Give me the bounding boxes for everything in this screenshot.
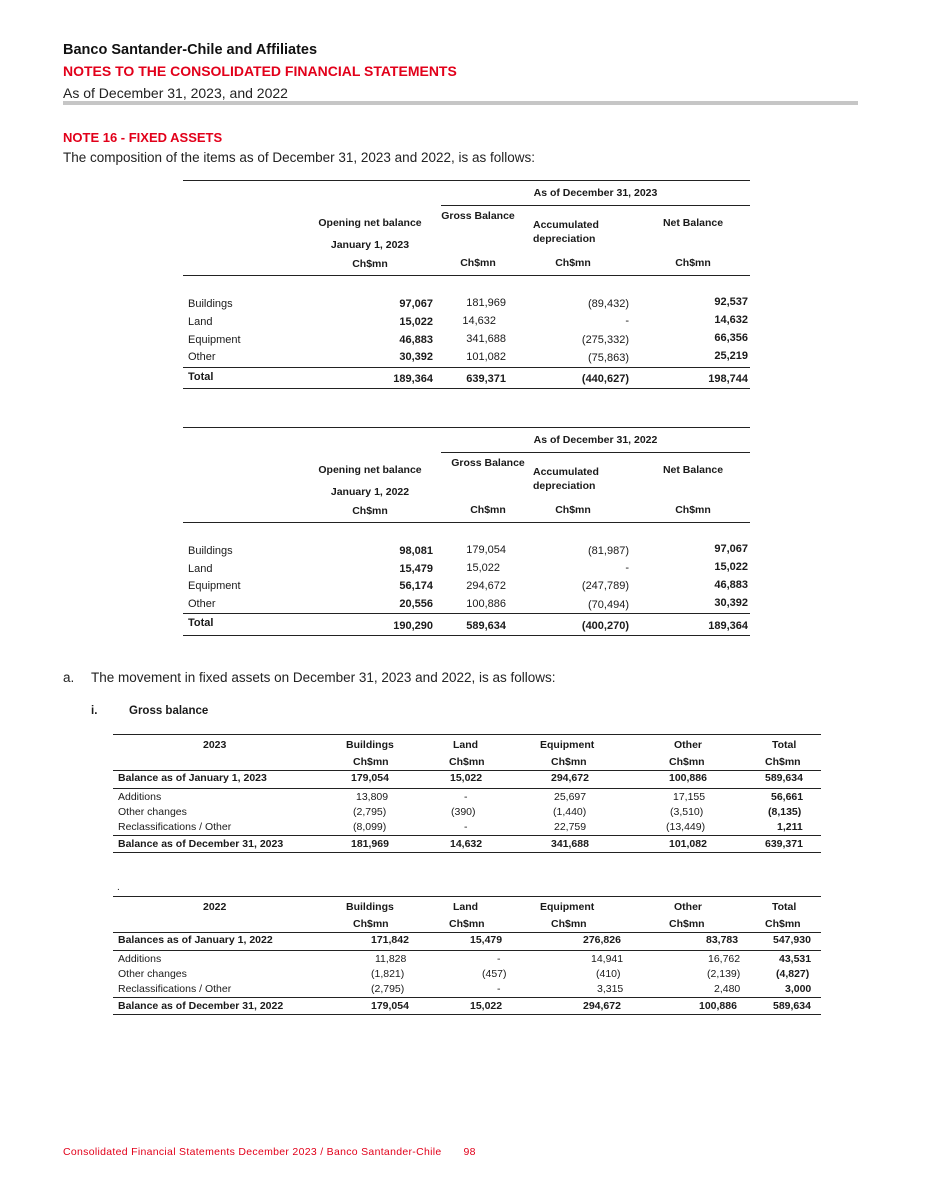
subtotal-rule xyxy=(183,613,750,614)
table-top-rule xyxy=(183,427,750,428)
net-value: 46,883 xyxy=(714,579,748,591)
buildings-value: (2,795) xyxy=(371,983,405,995)
row-label: Reclassifications / Other xyxy=(118,821,232,833)
unit-equipment: Ch$mn xyxy=(551,756,587,768)
other-value: 2,480 xyxy=(714,983,741,995)
other-value: 100,886 xyxy=(699,1000,737,1012)
subtotal-rule xyxy=(183,367,750,368)
header-rule xyxy=(113,932,821,933)
buildings-value: 179,054 xyxy=(371,1000,409,1012)
col-gross-unit: Ch$mn xyxy=(470,504,506,516)
period-header: As of December 31, 2022 xyxy=(533,434,658,446)
accum-value: (247,789) xyxy=(581,580,629,592)
period-rule xyxy=(441,452,750,453)
net-value: 92,537 xyxy=(714,296,748,308)
row-label: Buildings xyxy=(188,545,233,557)
opening-value: 20,556 xyxy=(399,598,433,610)
movement-table-2022 xyxy=(113,896,821,1016)
opening-value: 98,081 xyxy=(399,545,433,557)
row-label: Land xyxy=(188,316,213,328)
total-value: 3,000 xyxy=(785,983,812,995)
land-value: (457) xyxy=(482,968,507,980)
row-label: Buildings xyxy=(188,298,233,310)
gross-value: 14,632 xyxy=(462,315,496,327)
total-value: (4,827) xyxy=(776,968,810,980)
other-value: 17,155 xyxy=(673,791,706,803)
col-net-unit: Ch$mn xyxy=(675,504,711,516)
accum-value: (70,494) xyxy=(588,599,629,611)
col-accum-unit: Ch$mn xyxy=(555,504,591,516)
total-value: 547,930 xyxy=(773,934,811,946)
other-value: 100,886 xyxy=(669,772,707,784)
table-top-rule xyxy=(113,896,821,897)
col-land: Land xyxy=(453,739,479,751)
closing-row xyxy=(113,838,821,853)
other-value: 101,082 xyxy=(669,838,707,850)
buildings-value: (8,099) xyxy=(353,821,387,833)
as-of-date: As of December 31, 2023, and 2022 xyxy=(63,85,288,101)
table-row xyxy=(113,968,821,983)
unit-land: Ch$mn xyxy=(449,918,485,930)
land-value: - xyxy=(464,791,468,803)
col-opening-unit: Ch$mn xyxy=(352,505,388,517)
total-accum: (440,627) xyxy=(581,373,629,385)
net-value: 15,022 xyxy=(714,561,748,573)
gross-value: 341,688 xyxy=(466,333,506,345)
equipment-value: (410) xyxy=(596,968,621,980)
table-bottom-rule xyxy=(113,852,821,853)
unit-buildings: Ch$mn xyxy=(353,756,389,768)
gross-value: 101,082 xyxy=(466,351,506,363)
land-value: 15,022 xyxy=(470,1000,503,1012)
col-opening-unit: Ch$mn xyxy=(352,258,388,270)
page-footer xyxy=(63,1146,476,1158)
unit-buildings: Ch$mn xyxy=(353,918,389,930)
table-bottom-rule xyxy=(183,635,750,636)
row-label: Balance as of December 31, 2022 xyxy=(118,1000,284,1012)
land-value: (390) xyxy=(451,806,476,818)
equipment-value: 341,688 xyxy=(551,838,589,850)
section-i xyxy=(91,705,208,717)
total-value: 589,634 xyxy=(765,772,803,784)
net-value: 25,219 xyxy=(714,350,748,362)
equipment-value: 294,672 xyxy=(583,1000,621,1012)
unit-other: Ch$mn xyxy=(669,918,705,930)
fixed-assets-table-2023 xyxy=(183,180,750,390)
total-value: (8,135) xyxy=(768,806,802,818)
accum-value: - xyxy=(625,315,629,327)
total-value: 1,211 xyxy=(777,821,803,833)
unit-row xyxy=(113,918,821,933)
year-header: 2022 xyxy=(203,901,227,913)
gross-value: 181,969 xyxy=(466,297,506,309)
period-header: As of December 31, 2023 xyxy=(533,187,658,199)
accum-value: (275,332) xyxy=(581,334,629,346)
col-opening: Opening net balance xyxy=(318,464,422,476)
opening-value: 15,022 xyxy=(399,316,433,328)
buildings-value: 13,809 xyxy=(356,791,389,803)
row-label: Equipment xyxy=(188,580,241,592)
col-land: Land xyxy=(453,901,479,913)
header-bottom-rule xyxy=(183,275,750,276)
row-label: Other changes xyxy=(118,968,187,980)
land-value: - xyxy=(464,821,468,833)
table-top-rule xyxy=(183,180,750,181)
other-value: 16,762 xyxy=(708,953,741,965)
land-value: 15,022 xyxy=(450,772,483,784)
table-row xyxy=(113,806,821,821)
total-gross: 639,371 xyxy=(466,373,506,385)
opening-value: 15,479 xyxy=(399,563,433,575)
row-label: Reclassifications / Other xyxy=(118,983,232,995)
total-label: Total xyxy=(188,617,214,629)
buildings-value: 181,969 xyxy=(351,838,389,850)
total-label: Total xyxy=(188,371,214,383)
col-opening-date: January 1, 2022 xyxy=(330,486,410,498)
total-value: 43,531 xyxy=(779,953,812,965)
gross-value: 294,672 xyxy=(466,580,506,592)
page-number: 98 xyxy=(463,1146,476,1158)
col-equipment: Equipment xyxy=(540,739,595,751)
accum-value: - xyxy=(625,562,629,574)
buildings-value: (2,795) xyxy=(353,806,387,818)
col-other: Other xyxy=(674,901,703,913)
equipment-value: 25,697 xyxy=(554,791,587,803)
buildings-value: 179,054 xyxy=(351,772,389,784)
row-label: Additions xyxy=(118,953,162,965)
land-value: 15,479 xyxy=(470,934,503,946)
col-net-unit: Ch$mn xyxy=(675,257,711,269)
unit-row xyxy=(113,756,821,771)
total-gross: 589,634 xyxy=(466,620,506,632)
other-value: (2,139) xyxy=(707,968,741,980)
col-buildings: Buildings xyxy=(346,739,394,751)
table-top-rule xyxy=(113,734,821,735)
col-gross: Gross Balance xyxy=(451,457,525,469)
col-opening: Opening net balance xyxy=(318,217,422,229)
col-total: Total xyxy=(772,901,797,913)
net-value: 14,632 xyxy=(714,314,748,326)
total-value: 639,371 xyxy=(765,838,803,850)
total-opening: 189,364 xyxy=(393,373,433,385)
net-value: 66,356 xyxy=(714,332,748,344)
total-net: 198,744 xyxy=(708,373,748,385)
table-row xyxy=(113,821,821,836)
col-other: Other xyxy=(674,739,703,751)
opening-row xyxy=(113,934,821,949)
equipment-value: 3,315 xyxy=(597,983,624,995)
row-label: Balance as of January 1, 2023 xyxy=(118,772,267,784)
unit-land: Ch$mn xyxy=(449,756,485,768)
col-accum-unit: Ch$mn xyxy=(555,257,591,269)
note-intro: The composition of the items as of December 31, 2023 and 2022, is as follows: xyxy=(63,150,536,165)
notes-title: NOTES TO THE CONSOLIDATED FINANCIAL STATEMENTS xyxy=(63,63,457,79)
row-label: Other xyxy=(188,351,216,363)
period-rule xyxy=(441,205,750,206)
accum-value: (89,432) xyxy=(588,298,629,310)
unit-total: Ch$mn xyxy=(765,918,801,930)
stray-mark: . xyxy=(117,882,120,893)
col-net: Net Balance xyxy=(662,217,724,229)
col-equipment: Equipment xyxy=(540,901,595,913)
total-value: 56,661 xyxy=(771,791,804,803)
opening-value: 46,883 xyxy=(399,334,433,346)
col-opening-date: January 1, 2023 xyxy=(330,239,410,251)
col-gross: Gross Balance xyxy=(441,210,515,222)
land-value: - xyxy=(497,953,501,965)
section-i-text: Gross balance xyxy=(129,705,209,717)
col-total: Total xyxy=(772,739,797,751)
buildings-value: 11,828 xyxy=(375,953,407,965)
col-net: Net Balance xyxy=(662,464,724,476)
row-label: Additions xyxy=(118,791,162,803)
col-accum: Accumulated depreciation xyxy=(533,219,599,245)
section-a xyxy=(63,670,556,685)
accum-value: (81,987) xyxy=(588,545,629,557)
table-row xyxy=(113,791,821,806)
table-row xyxy=(113,953,821,968)
other-value: (13,449) xyxy=(666,821,706,833)
unit-equipment: Ch$mn xyxy=(551,918,587,930)
table-bottom-rule xyxy=(183,388,750,389)
note-title: NOTE 16 - FIXED ASSETS xyxy=(63,130,223,145)
closing-row xyxy=(113,1000,821,1015)
other-value: (3,510) xyxy=(670,806,704,818)
section-i-label: i. xyxy=(91,705,98,717)
section-a-label: a. xyxy=(63,670,75,685)
movement-table-2023 xyxy=(113,734,821,854)
row-label: Land xyxy=(188,563,213,575)
total-net: 189,364 xyxy=(708,620,748,632)
buildings-value: (1,821) xyxy=(371,968,405,980)
equipment-value: 294,672 xyxy=(551,772,589,784)
gross-value: 15,022 xyxy=(466,562,500,574)
unit-total: Ch$mn xyxy=(765,756,801,768)
other-value: 83,783 xyxy=(706,934,739,946)
table-bottom-rule xyxy=(113,1014,821,1015)
closing-top-rule xyxy=(113,835,821,836)
header-divider xyxy=(63,101,858,105)
col-accum: Accumulated depreciation xyxy=(533,466,599,492)
gross-value: 100,886 xyxy=(466,598,506,610)
row-label: Other changes xyxy=(118,806,187,818)
row-label: Balance as of December 31, 2023 xyxy=(118,838,284,850)
buildings-value: 171,842 xyxy=(371,934,409,946)
header-row xyxy=(113,739,821,754)
year-header: 2023 xyxy=(203,739,227,751)
accum-value: (75,863) xyxy=(588,352,629,364)
opening-rule xyxy=(113,950,821,951)
closing-top-rule xyxy=(113,997,821,998)
equipment-value: 276,826 xyxy=(583,934,621,946)
opening-rule xyxy=(113,788,821,789)
col-buildings: Buildings xyxy=(346,901,394,913)
header-row xyxy=(113,901,821,916)
net-value: 30,392 xyxy=(714,597,748,609)
land-value: - xyxy=(497,983,501,995)
table-row xyxy=(113,983,821,998)
land-value: 14,632 xyxy=(450,838,483,850)
equipment-value: 22,759 xyxy=(554,821,587,833)
row-label: Balances as of January 1, 2022 xyxy=(118,934,273,946)
company-name: Banco Santander-Chile and Affiliates xyxy=(63,42,318,58)
header-bottom-rule xyxy=(183,522,750,523)
section-a-text: The movement in fixed assets on December 31, 2023 and 2022, is as follows: xyxy=(91,670,556,685)
opening-value: 56,174 xyxy=(399,580,433,592)
equipment-value: (1,440) xyxy=(553,806,587,818)
equipment-value: 14,941 xyxy=(591,953,624,965)
total-opening: 190,290 xyxy=(393,620,433,632)
opening-row xyxy=(113,772,821,787)
opening-value: 30,392 xyxy=(399,351,433,363)
fixed-assets-table-2022 xyxy=(183,427,750,637)
col-gross-unit: Ch$mn xyxy=(460,257,496,269)
header-rule xyxy=(113,770,821,771)
page-header xyxy=(63,42,457,101)
row-label: Equipment xyxy=(188,334,241,346)
footer-text: Consolidated Financial Statements December 2023 / Banco Santander-Chile xyxy=(63,1146,442,1158)
total-accum: (400,270) xyxy=(581,620,629,632)
row-label: Other xyxy=(188,598,216,610)
opening-value: 97,067 xyxy=(399,298,433,310)
unit-other: Ch$mn xyxy=(669,756,705,768)
total-value: 589,634 xyxy=(773,1000,811,1012)
net-value: 97,067 xyxy=(714,543,748,555)
gross-value: 179,054 xyxy=(466,544,506,556)
